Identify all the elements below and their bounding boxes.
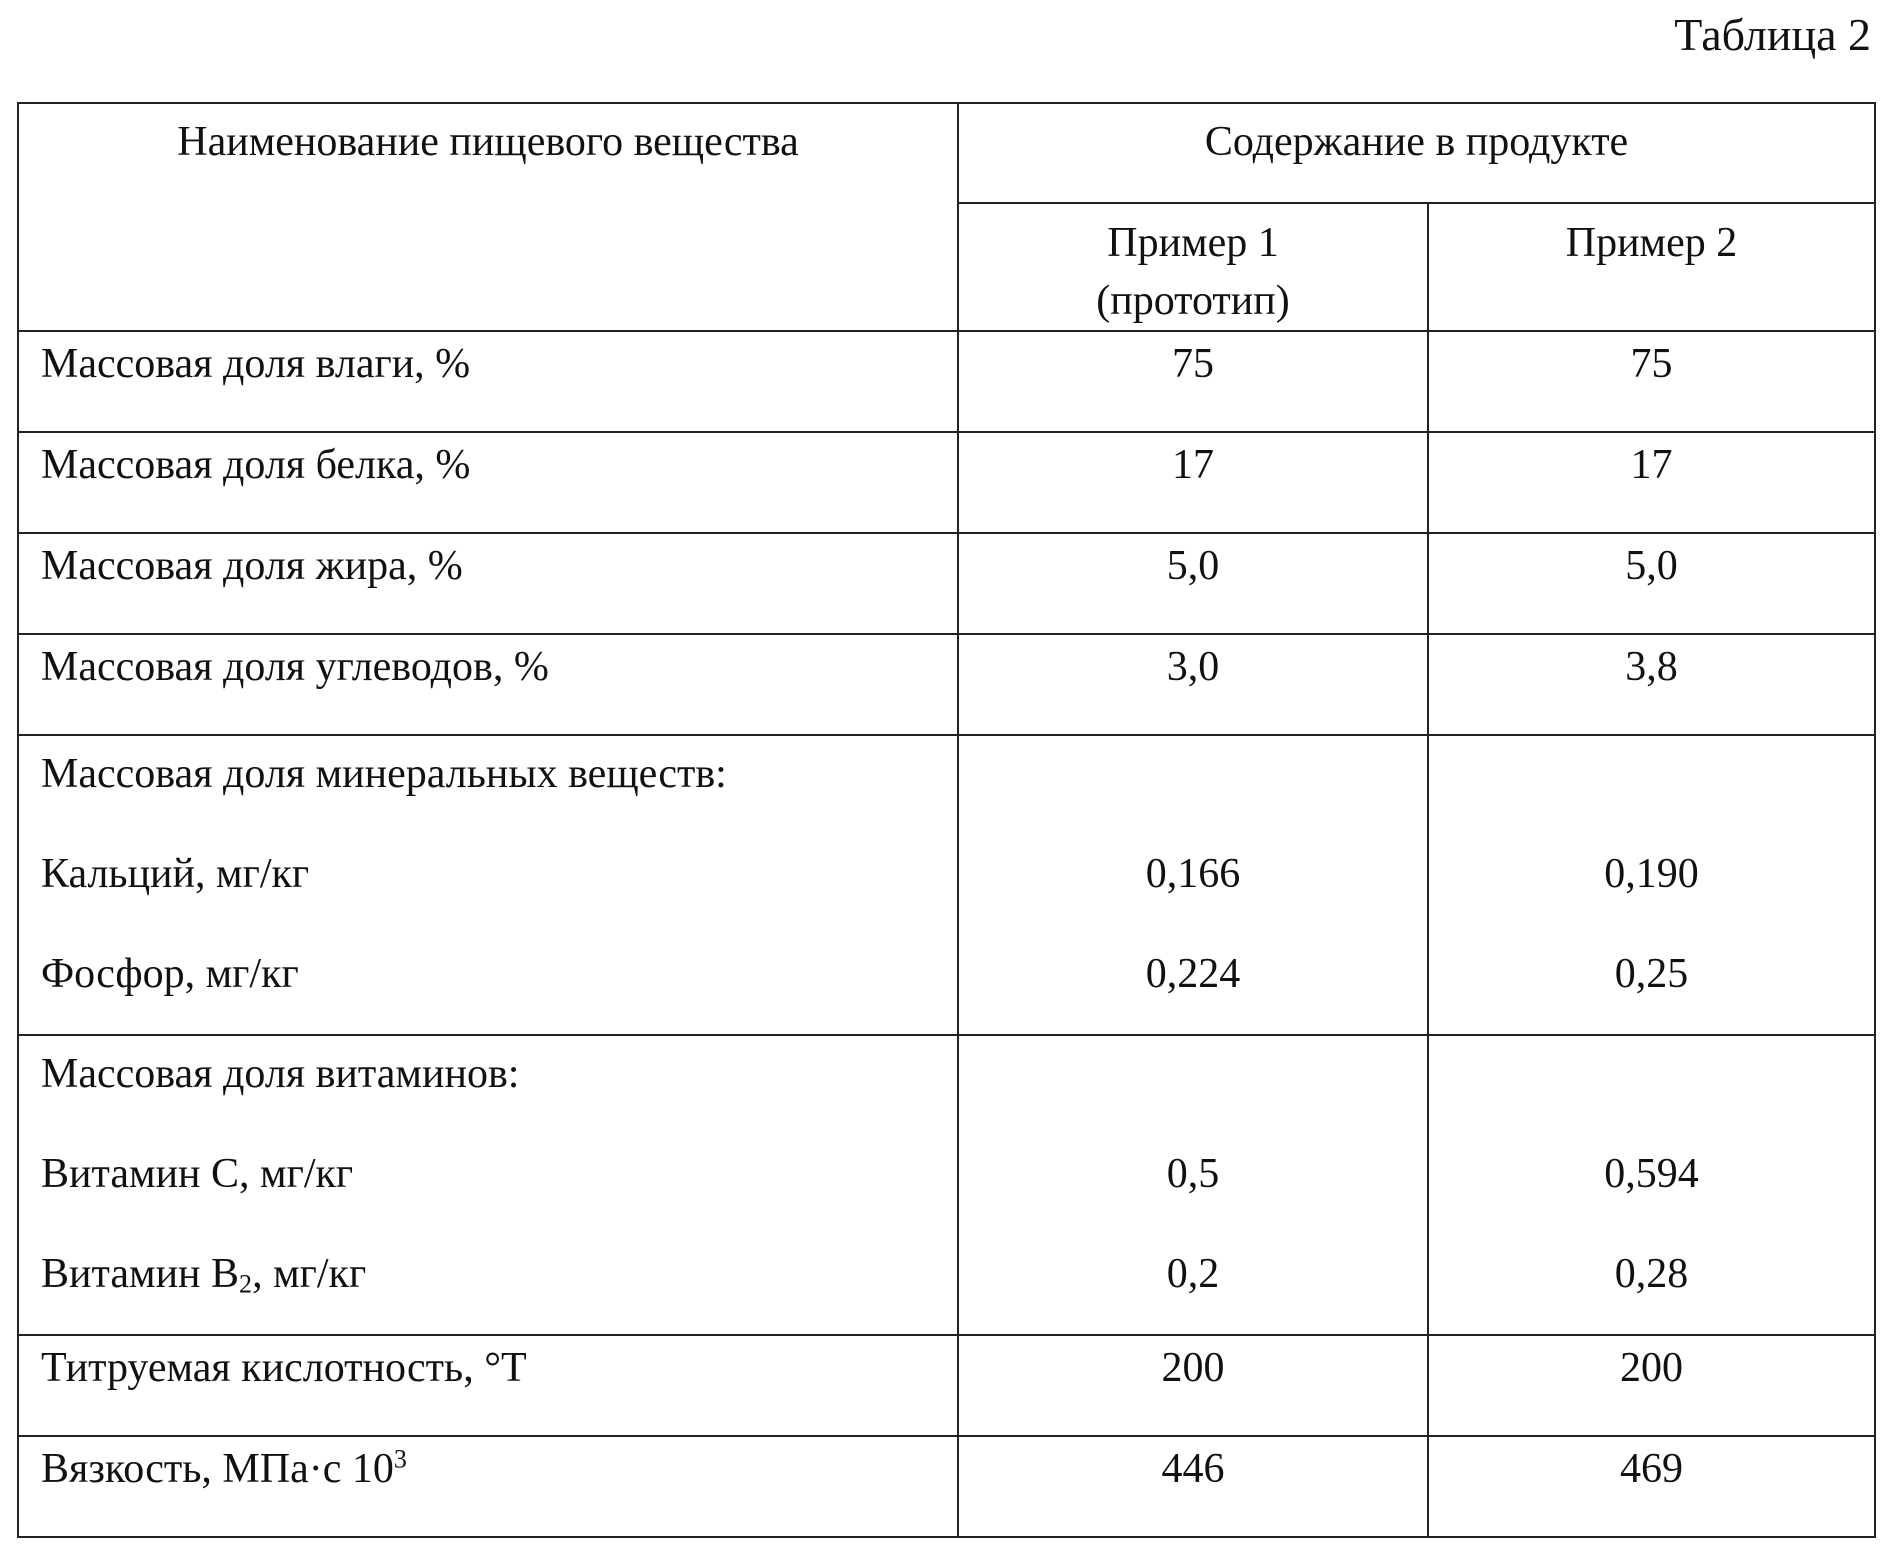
viscosity-ex2: 469: [1428, 1436, 1875, 1537]
acidity-ex2: 200: [1428, 1335, 1875, 1436]
table-caption: Таблица 2: [1674, 9, 1871, 60]
vitamin-b2-prefix: Витамин В: [41, 1251, 240, 1297]
minerals-row: [18, 735, 1875, 1035]
row-name: Массовая доля жира, %: [18, 533, 958, 634]
viscosity-superscript: 3: [393, 1444, 407, 1474]
nutrition-table: [17, 102, 1876, 1538]
header-example1-line1: Пример 1: [1107, 220, 1279, 266]
calcium-ex1: 0,166: [1145, 851, 1241, 897]
table-row: [18, 533, 1875, 634]
viscosity-ex1: 446: [958, 1436, 1428, 1537]
vitamin-c-name: Витамин С, мг/кг: [41, 1151, 354, 1197]
vitamins-title: Массовая доля витаминов:: [41, 1051, 520, 1097]
vitamin-b2-name: [41, 1244, 957, 1334]
phosphorus-ex2: 0,25: [1614, 951, 1689, 997]
vitamins-ex2: [1428, 1035, 1875, 1335]
row-name: Массовая доля влаги, %: [18, 331, 958, 432]
header-content-col: Содержание в продукте: [958, 103, 1875, 203]
row-ex1: 17: [958, 432, 1428, 533]
vitamins-names: [18, 1035, 958, 1335]
phosphorus-name: Фосфор, мг/кг: [41, 951, 299, 997]
row-ex2: 75: [1428, 331, 1875, 432]
acidity-name: Титруемая кислотность, °Т: [18, 1335, 958, 1436]
row-name: Массовая доля углеводов, %: [18, 634, 958, 735]
vitamin-b2-ex2: 0,28: [1614, 1251, 1689, 1297]
viscosity-prefix: Вязкость, МПа·с 10: [41, 1446, 394, 1492]
vitamin-b2-subscript: 2: [239, 1269, 253, 1299]
header-example1-line2: (прототип): [1096, 278, 1290, 324]
row-name: Массовая доля белка, %: [18, 432, 958, 533]
minerals-title: Массовая доля минеральных веществ:: [41, 751, 727, 797]
row-ex2: 5,0: [1428, 533, 1875, 634]
minerals-ex2: [1428, 735, 1875, 1035]
row-ex2: 3,8: [1428, 634, 1875, 735]
row-ex2: 17: [1428, 432, 1875, 533]
row-ex1: 75: [958, 331, 1428, 432]
acidity-ex1: 200: [958, 1335, 1428, 1436]
row-ex1: 5,0: [958, 533, 1428, 634]
viscosity-name: [18, 1436, 958, 1537]
table-row: [18, 1335, 1875, 1436]
header-example2: Пример 2: [1428, 203, 1875, 331]
vitamin-b2-ex1: 0,2: [1166, 1251, 1220, 1297]
header-name-col: Наименование пищевого вещества: [18, 103, 958, 331]
vitamin-b2-suffix: , мг/кг: [252, 1251, 367, 1297]
phosphorus-ex1: 0,224: [1145, 951, 1241, 997]
table-row: [18, 634, 1875, 735]
vitamin-c-ex2: 0,594: [1604, 1151, 1699, 1197]
table-row: [18, 1436, 1875, 1537]
minerals-ex1: [958, 735, 1428, 1035]
minerals-names: [18, 735, 958, 1035]
table-row: [18, 331, 1875, 432]
vitamins-row: [18, 1035, 1875, 1335]
vitamins-ex1: [958, 1035, 1428, 1335]
table-row: [18, 432, 1875, 533]
header-example1: [958, 203, 1428, 331]
calcium-name: Кальций, мг/кг: [41, 851, 310, 897]
calcium-ex2: 0,190: [1604, 851, 1699, 897]
vitamin-c-ex1: 0,5: [1166, 1151, 1220, 1197]
row-ex1: 3,0: [958, 634, 1428, 735]
